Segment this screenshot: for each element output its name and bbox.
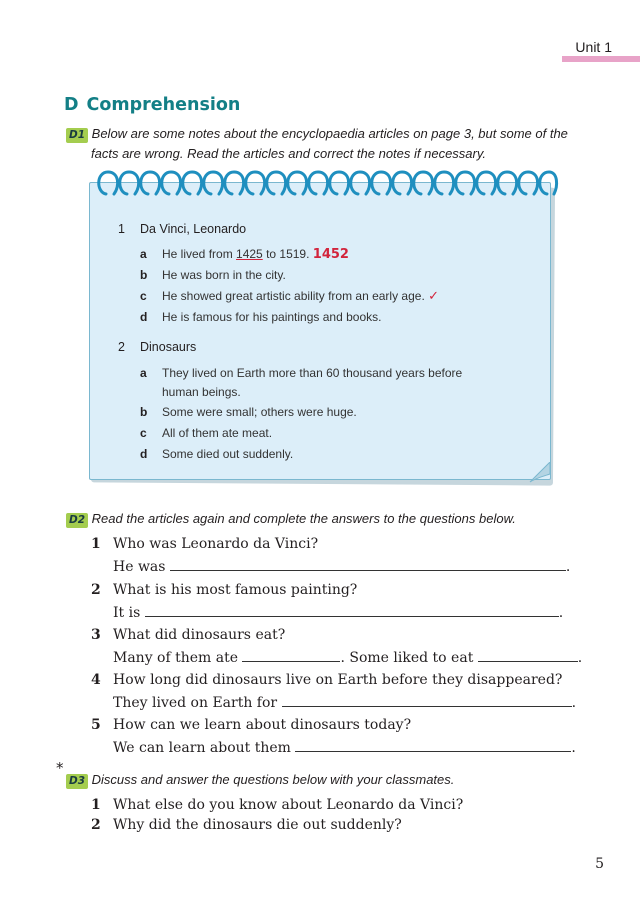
d3-q1-question: What else do you know about Leonardo da Vinci? — [113, 797, 464, 813]
note1-title: Da Vinci, Leonardo — [140, 222, 247, 236]
d1-line2: facts are wrong. Read the articles and correct the notes if necessary. — [91, 146, 487, 161]
d3-q2-question: Why did the dinosaurs die out suddenly? — [113, 817, 402, 833]
note2-b-letter: b — [140, 405, 148, 419]
answer-blank-1[interactable] — [170, 556, 566, 571]
note1-number: 1 — [118, 222, 125, 236]
d2-q2 — [91, 582, 357, 598]
d2-badge: D2 — [66, 513, 88, 528]
d2-q4-question: How long did dinosaurs live on Earth before they disappeared? — [113, 672, 563, 688]
note2-a-letter: a — [140, 366, 147, 380]
section-letter: D — [64, 95, 79, 115]
d2-q5-question: How can we learn about dinosaurs today? — [113, 717, 412, 733]
note1-heading — [118, 222, 246, 236]
note1-a-pre: He lived from — [162, 247, 237, 261]
note1-a — [140, 245, 349, 264]
note2-a-line1: They lived on Earth more than 60 thousand years before — [162, 366, 463, 380]
d2-q2-question: What is his most famous painting? — [113, 582, 358, 598]
d2-q2-answer: It is . — [113, 602, 563, 621]
d2-q4-answer-text: They lived on Earth for — [113, 695, 278, 711]
section-title — [64, 95, 240, 115]
note1-c-text: He showed great artistic ability from an early age. — [162, 289, 425, 303]
note1-a-wrong-value: 1425 — [236, 247, 263, 261]
d1-line1: Below are some notes about the encyclopaedia articles on page 3, but some of the — [91, 126, 568, 141]
note2-heading — [118, 340, 196, 354]
d2-q1-answer: He was . — [113, 556, 570, 575]
spiral-binding-icon — [92, 164, 560, 204]
note2-d-letter: d — [140, 447, 148, 461]
note2-c-letter: c — [140, 426, 147, 440]
d3-instruction — [66, 770, 454, 790]
d3-q1-number: 1 — [91, 797, 101, 813]
d2-q4-number: 4 — [91, 672, 101, 688]
note1-b-letter: b — [140, 268, 148, 282]
answer-blank-2[interactable] — [145, 602, 559, 617]
answer-blank-3a[interactable] — [242, 647, 340, 662]
note1-a-correction: 1452 — [312, 247, 349, 262]
d2-q3-answer: Many of them ate . Some liked to eat . — [113, 647, 582, 666]
d2-q3-number: 3 — [91, 627, 101, 643]
section-name: Comprehension — [86, 95, 241, 115]
d3-badge: D3 — [66, 774, 88, 789]
note1-c — [140, 287, 439, 306]
d2-q1-question: Who was Leonardo da Vinci? — [113, 536, 319, 552]
unit-color-bar — [562, 56, 640, 62]
d2-q1 — [91, 536, 318, 552]
d2-q2-number: 2 — [91, 582, 101, 598]
answer-blank-4[interactable] — [282, 692, 572, 707]
note1-d — [140, 308, 381, 327]
note2-c — [140, 424, 272, 443]
d2-q5 — [91, 717, 411, 733]
d2-q5-number: 5 — [91, 717, 101, 733]
d2-q4 — [91, 672, 562, 688]
d2-q3-question: What did dinosaurs eat? — [113, 627, 286, 643]
page-curl-icon — [528, 462, 554, 484]
note1-a-letter: a — [140, 247, 147, 261]
note1-a-post: to 1519. — [262, 247, 310, 261]
d3-q2-number: 2 — [91, 817, 101, 833]
answer-blank-3b[interactable] — [478, 647, 578, 662]
d2-q5-answer: We can learn about them . — [113, 737, 576, 756]
answer-blank-5[interactable] — [295, 737, 571, 752]
note2-a — [140, 364, 462, 383]
note2-d — [140, 445, 293, 464]
note2-number: 2 — [118, 340, 125, 354]
note1-b-text: He was born in the city. — [162, 268, 286, 282]
d2-q5-answer-text: We can learn about them — [113, 740, 291, 756]
d2-q1-answer-text: He was — [113, 559, 166, 575]
note2-d-text: Some died out suddenly. — [162, 447, 294, 461]
d2-q4-answer: They lived on Earth for . — [113, 692, 576, 711]
note2-b-text: Some were small; others were huge. — [162, 405, 357, 419]
d3-q2 — [91, 817, 402, 833]
check-mark-icon: ✓ — [428, 289, 440, 304]
d2-q3-answer-text-1: Many of them ate — [113, 650, 239, 666]
d3-q1 — [91, 797, 463, 813]
note2-title: Dinosaurs — [140, 340, 197, 354]
note2-a-line2: human beings. — [162, 385, 241, 399]
d3-instruction-text: Discuss and answer the questions below with your classmates. — [91, 772, 455, 787]
d2-instruction-text: Read the articles again and complete the answers to the questions below. — [91, 511, 516, 526]
note1-d-letter: d — [140, 310, 148, 324]
note2-c-text: All of them ate meat. — [162, 426, 273, 440]
d2-q3 — [91, 627, 285, 643]
d2-q2-answer-text: It is — [113, 605, 141, 621]
note1-d-text: He is famous for his paintings and books. — [162, 310, 382, 324]
d2-instruction — [66, 509, 516, 529]
d2-q3-answer-text-2: . Some liked to eat — [340, 650, 474, 666]
note1-c-letter: c — [140, 289, 147, 303]
d1-instruction — [66, 124, 568, 144]
d1-badge: D1 — [66, 128, 88, 143]
unit-label: Unit 1 — [575, 39, 612, 55]
page-number: 5 — [595, 856, 604, 872]
d2-q1-number: 1 — [91, 536, 101, 552]
note2-b — [140, 403, 357, 422]
challenge-star: * — [56, 759, 64, 777]
note1-b — [140, 266, 286, 285]
